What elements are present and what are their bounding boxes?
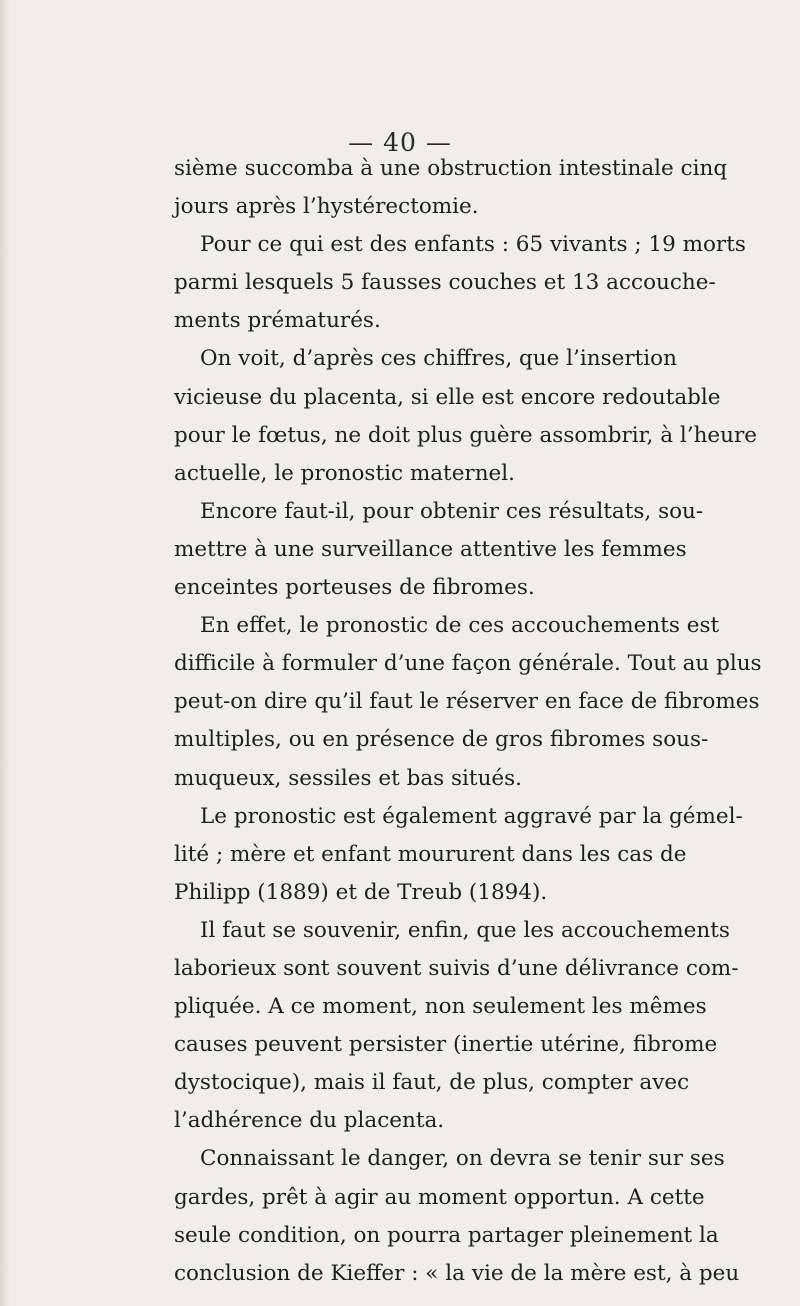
text-line: difficile à formuler d’une façon générale. Tout au plus bbox=[174, 651, 762, 677]
text-line: Il faut se souvenir, enfin, que les accouchements bbox=[200, 917, 730, 943]
text-line: sième succomba à une obstruction intestinale cinq bbox=[174, 156, 728, 181]
text-line: pour le fœtus, ne doit plus guère assombrir, à l’heure bbox=[174, 422, 757, 448]
text-line: Pour ce qui est des enfants : 65 vivants ; 19 morts bbox=[200, 232, 746, 258]
text-line: Philipp (1889) et de Treub (1894). bbox=[174, 879, 548, 905]
text-body bbox=[174, 150, 762, 1293]
text-line: Le pronostic est également aggravé par la gémel- bbox=[200, 803, 743, 829]
text-line: causes peuvent persister (inertie utérine, fibrome bbox=[174, 1032, 718, 1058]
text-line: Connaissant le danger, on devra se tenir sur ses bbox=[200, 1146, 725, 1172]
text-line: pliquée. A ce moment, non seulement les mêmes bbox=[174, 994, 707, 1020]
page-edge-shadow bbox=[0, 0, 10, 1306]
text-line: gardes, prêt à agir au moment opportun. A cette bbox=[174, 1184, 705, 1210]
text-line: vicieuse du placenta, si elle est encore redoutable bbox=[174, 384, 721, 410]
text-line: actuelle, le pronostic maternel. bbox=[174, 460, 515, 486]
text-line: seule condition, on pourra partager pleinement la bbox=[174, 1222, 719, 1248]
text-line: On voit, d’après ces chiffres, que l’insertion bbox=[200, 346, 677, 372]
text-line: parmi lesquels 5 fausses couches et 13 accouche- bbox=[174, 270, 716, 296]
text-line: muqueux, sessiles et bas situés. bbox=[174, 765, 523, 791]
text-line: Encore faut-il, pour obtenir ces résultats, sou- bbox=[200, 498, 704, 524]
text-line: lité ; mère et enfant moururent dans les cas de bbox=[174, 841, 687, 867]
text-line: enceintes porteuses de fibromes. bbox=[174, 575, 535, 601]
page-number: — 40 — bbox=[348, 128, 452, 157]
text-line: peut-on dire qu’il faut le réserver en face de fibromes bbox=[174, 689, 760, 715]
text-line: multiples, ou en présence de gros fibromes sous- bbox=[174, 727, 709, 753]
text-line: mettre à une surveillance attentive les femmes bbox=[174, 536, 687, 562]
text-line: ments prématurés. bbox=[174, 308, 381, 334]
text-line: l’adhérence du placenta. bbox=[174, 1108, 445, 1134]
text-line: conclusion de Kieffer : « la vie de la mère est, à peu bbox=[174, 1260, 740, 1286]
text-line: dystocique), mais il faut, de plus, compter avec bbox=[174, 1070, 690, 1096]
text-line: En effet, le pronostic de ces accouchements est bbox=[200, 613, 720, 639]
text-line: jours après l’hystérectomie. bbox=[174, 194, 479, 220]
text-line: laborieux sont souvent suivis d’une délivrance com- bbox=[174, 955, 739, 981]
